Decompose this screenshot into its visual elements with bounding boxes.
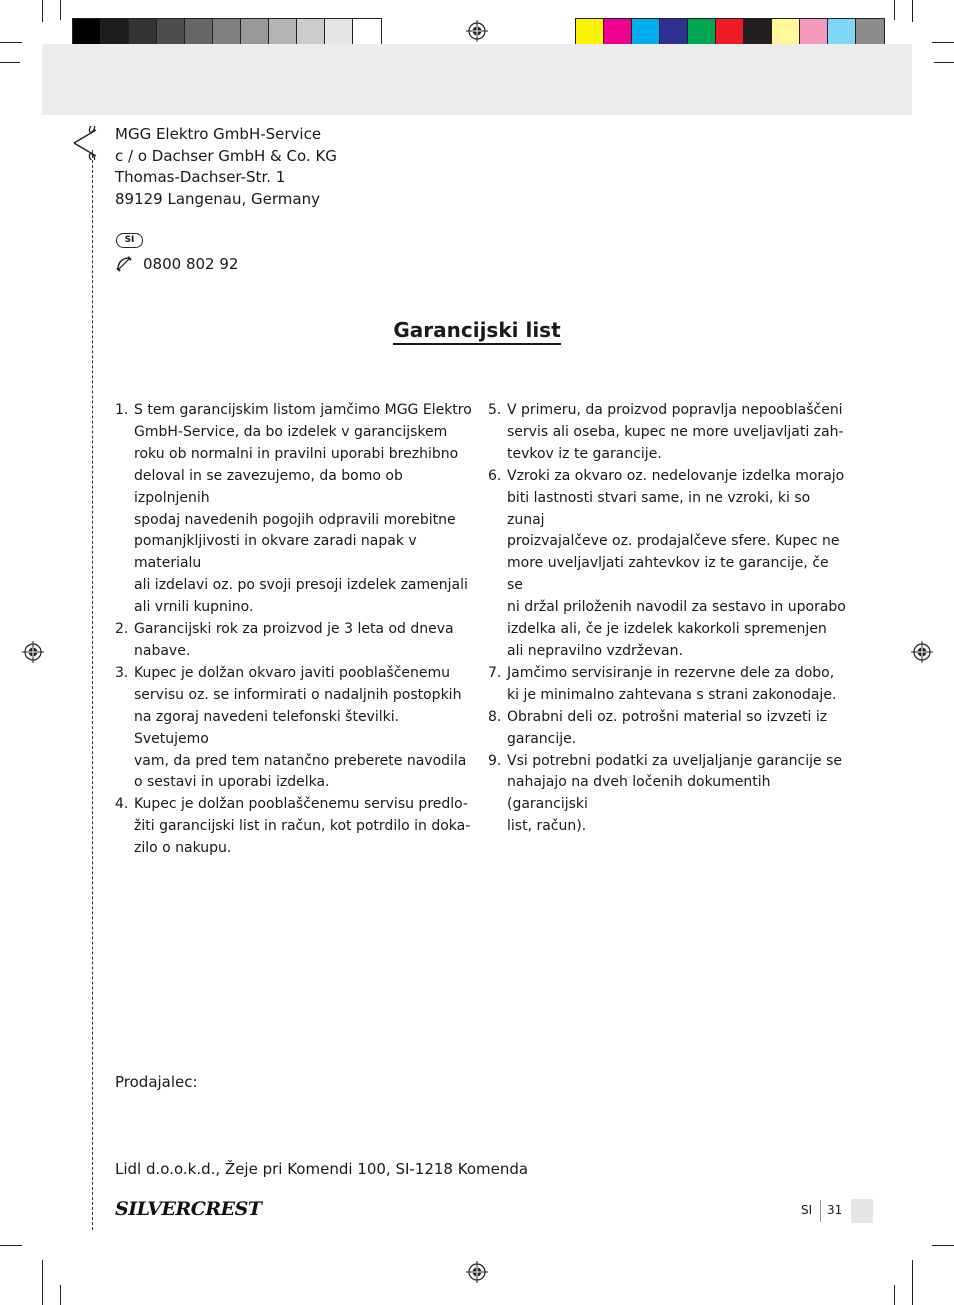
term-number: 4. <box>115 796 129 813</box>
crop-mark <box>894 0 895 20</box>
term-number: 3. <box>115 664 129 681</box>
term-number: 6. <box>488 467 502 484</box>
term-number: 8. <box>488 708 502 725</box>
term-text: Garancijski rok za proizvod je 3 leta od dneva nabave. <box>134 621 454 659</box>
process-color-bar <box>575 18 885 46</box>
term-number: 1. <box>115 402 129 418</box>
term-item <box>488 400 848 466</box>
term-item <box>115 400 475 619</box>
page-title <box>0 318 954 342</box>
title-text: Garancijski list <box>393 318 560 345</box>
crop-mark <box>42 1260 43 1305</box>
address-line: MGG Elektro GmbH-Service <box>115 125 322 143</box>
color-swatch <box>716 19 744 45</box>
crop-mark <box>60 1285 61 1305</box>
term-text: Jamčimo servisiranje in rezervne dele za dobo, ki je minimalno zahtevana s strani zakonodaje. <box>507 664 837 703</box>
lidl-address: Lidl d.o.o.k.d., Žeje pri Komendi 100, SI-1218 Komenda <box>115 1160 529 1178</box>
term-text: V primeru, da proizvod popravlja nepooblaščeni servis ali oseba, kupec ne more uveljavljati zah- tevkov iz te garancije. <box>507 402 844 462</box>
crop-mark <box>0 42 22 43</box>
color-swatch <box>353 19 381 45</box>
crop-mark <box>0 1245 22 1246</box>
color-swatch <box>576 19 604 45</box>
country-badge: SI <box>116 233 143 248</box>
service-address <box>115 124 337 210</box>
term-text: Kupec je dolžan okvaro javiti pooblaščenemu servisu oz. se informirati o nadaljnih postopkih na zgoraj navedeni telefonski številki. Svetujemo vam, da pred tem natančno preberete navodila o sestavi in uporabi izdelka. <box>134 664 467 791</box>
address-line: c / o Dachser GmbH & Co. KG <box>115 146 337 165</box>
page-corner-box <box>851 1199 873 1223</box>
term-text: S tem garancijskim listom jamčimo MGG Elektro GmbH-Service, da bo izdelek v garancijskem roku ob normalni in pravilni uporabi brezhibno deloval in se zavezujemo, da bomo ob izpolnjenih spodaj navedenih pogojih odpravili morebitne pomanjkljivosti in okvare zaradi napak v materialu ali izdelavi oz. po svoji presoji izdelek zamenjali ali vrnili kupnino. <box>134 402 472 616</box>
scissors-icon <box>70 126 100 160</box>
term-number: 9. <box>488 752 502 769</box>
color-swatch <box>660 19 688 45</box>
page-language: SI <box>801 1203 813 1217</box>
seller-label: Prodajalec: <box>115 1073 198 1091</box>
crop-mark <box>0 62 20 63</box>
terms-right-column <box>488 400 848 838</box>
color-swatch <box>800 19 828 45</box>
crop-mark <box>932 42 954 43</box>
crop-mark <box>912 1260 913 1305</box>
crop-mark <box>932 1245 954 1246</box>
grayscale-color-bar <box>72 18 382 46</box>
color-swatch <box>241 19 269 45</box>
color-swatch <box>269 19 297 45</box>
crop-mark <box>60 0 61 20</box>
crop-mark <box>42 0 43 22</box>
address-line: Thomas-Dachser-Str. 1 <box>115 168 286 187</box>
color-swatch <box>604 19 632 45</box>
color-swatch <box>157 19 185 45</box>
registration-mark-icon <box>22 641 44 663</box>
registration-mark-icon <box>466 1261 488 1283</box>
term-item <box>488 707 848 751</box>
terms-left-column <box>115 400 475 860</box>
color-swatch <box>688 19 716 45</box>
registration-mark-icon <box>911 641 933 663</box>
color-swatch <box>856 19 884 45</box>
color-swatch <box>185 19 213 45</box>
term-text: Obrabni deli oz. potrošni material so izvzeti iz garancije. <box>507 708 828 747</box>
page-separator <box>820 1200 821 1222</box>
term-item <box>115 794 475 860</box>
crop-mark <box>912 0 913 22</box>
crop-mark <box>894 1285 895 1305</box>
brand-logo: SILVERCREST <box>115 1198 262 1220</box>
address-line: 89129 Langenau, Germany <box>115 189 320 208</box>
term-item <box>488 466 848 663</box>
color-swatch <box>297 19 325 45</box>
registration-mark-icon <box>466 20 488 42</box>
term-item <box>115 663 475 794</box>
phone-number: 0800 802 92 <box>143 255 239 273</box>
color-swatch <box>744 19 772 45</box>
color-swatch <box>213 19 241 45</box>
term-text: Vsi potrebni podatki za uveljaljanje garancije se nahajajo na dveh ločenih dokumentih (garancijski list, račun). <box>507 752 842 835</box>
color-swatch <box>129 19 157 45</box>
crop-mark <box>934 62 954 63</box>
color-swatch <box>101 19 129 45</box>
page-number: 31 <box>827 1203 843 1217</box>
cut-line <box>92 150 93 1230</box>
color-swatch <box>325 19 353 45</box>
term-text: Vzroki za okvaro oz. nedelovanje izdelka morajo biti lastnosti stvari same, in ne vzroki, ki so zunaj proizvajalčeve oz. prodajalčeve sfere. Kupec ne more uveljavljati zahtevkov iz te garancije, če se ni držal priloženih navodil za sestavo in uporabo izdelka ali, če je izdelek kakorkoli spremenjen ali nepravilno vzdrževan. <box>507 467 846 659</box>
term-item <box>115 619 475 663</box>
color-swatch <box>632 19 660 45</box>
term-number: 7. <box>488 664 502 681</box>
term-text: Kupec je dolžan pooblaščenemu servisu predlo- žiti garancijski list in račun, kot potrdilo in doka- zilo o nakupu. <box>134 796 471 857</box>
term-item <box>488 663 848 707</box>
phone-icon <box>116 256 132 272</box>
color-swatch <box>772 19 800 45</box>
header-band <box>42 44 912 115</box>
color-swatch <box>73 19 101 45</box>
term-number: 2. <box>115 621 129 638</box>
term-item <box>488 751 848 839</box>
term-number: 5. <box>488 402 502 418</box>
color-swatch <box>828 19 856 45</box>
